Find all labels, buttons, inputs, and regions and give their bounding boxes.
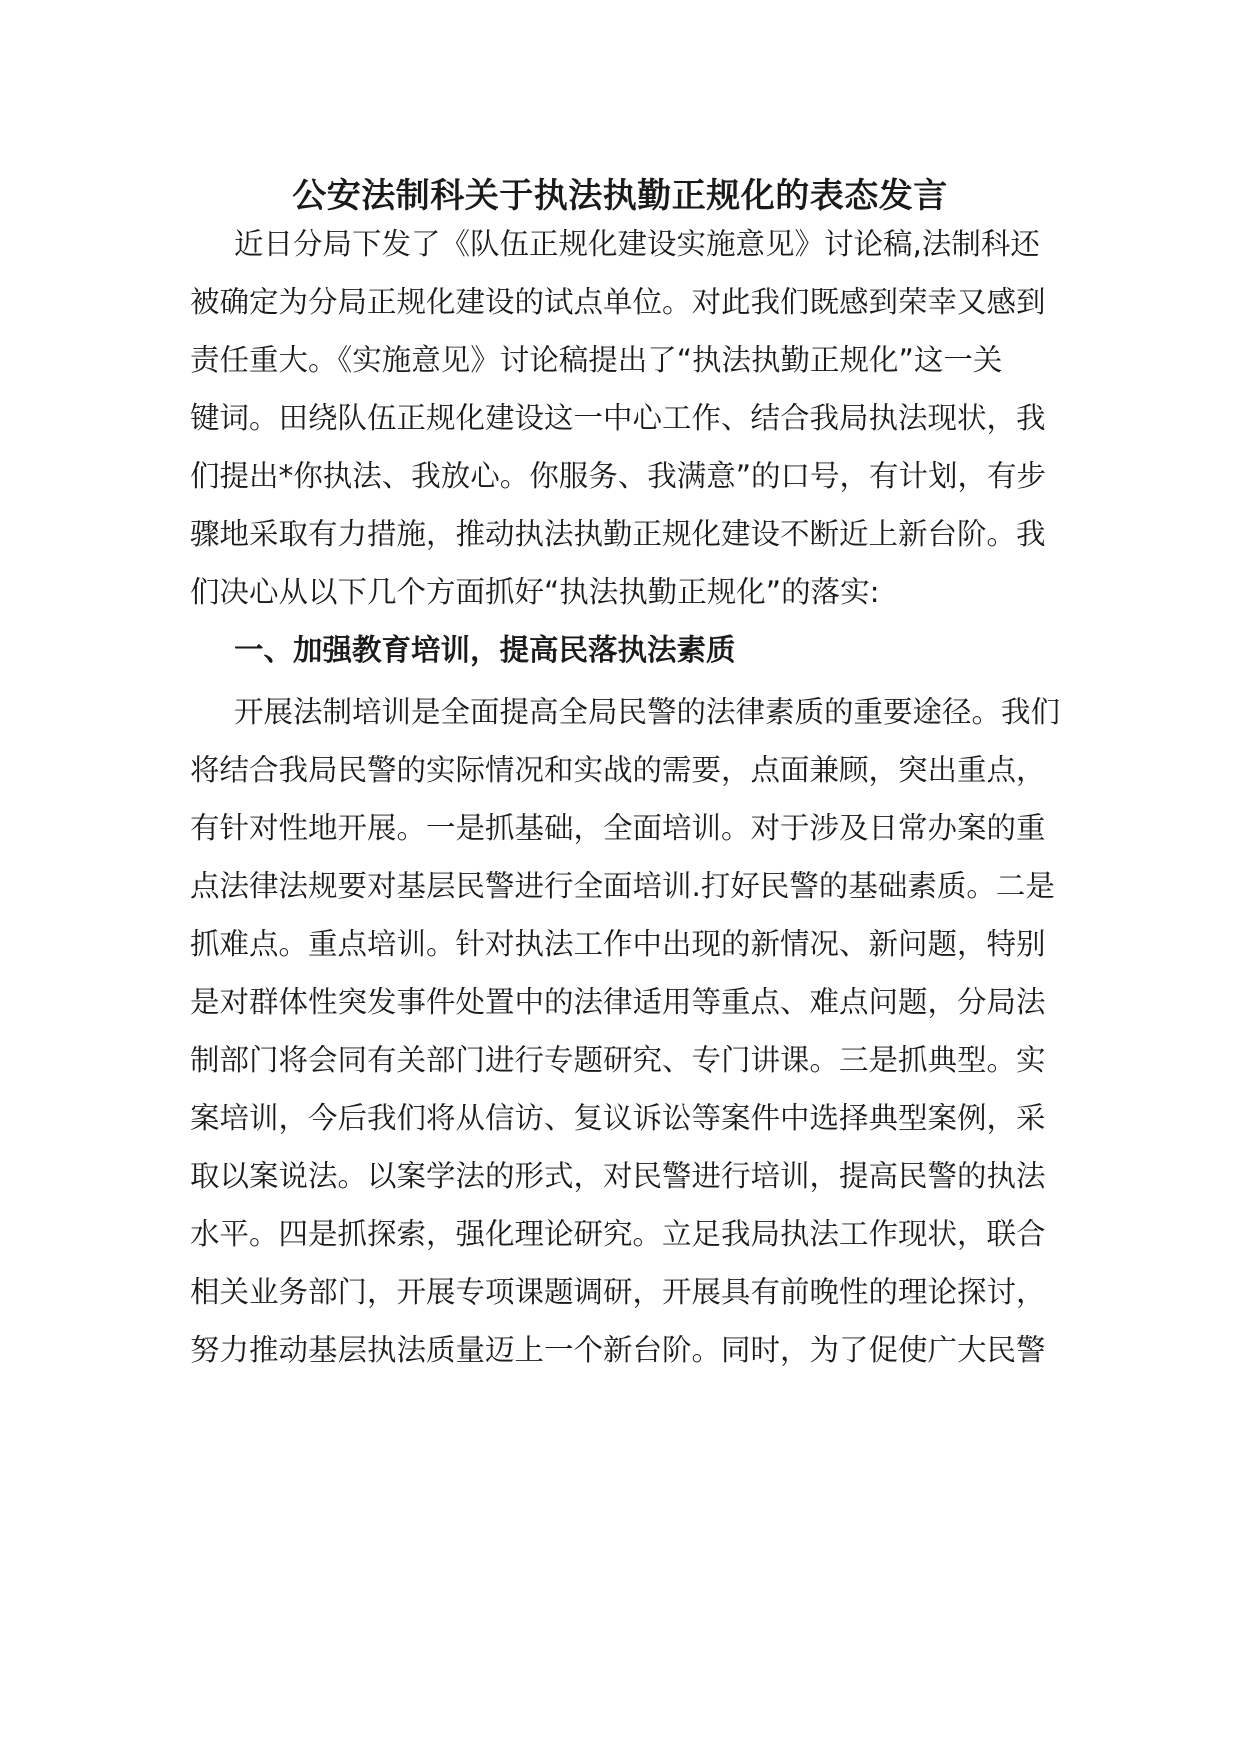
paragraph-line: 点法律法规要对基层民警进行全面培训.打好民警的基础素质。二是 [190,869,1055,903]
section-heading: 一、加强教育培训，提高民落执法素质 [234,633,736,667]
paragraph-line: 将结合我局民警的实际情况和实战的需要，点面兼顾，突出重点， [190,753,1046,787]
paragraph-line: 键词。田绕队伍正规化建设这一中心工作、结合我局执法现状，我 [190,401,1046,435]
paragraph-line: 有针对性地开展。一是抓基础，全面培训。对于涉及日常办案的重 [190,811,1046,845]
paragraph-line: 责任重大。《实施意见》讨论稿提出了“执法执勤正规化”这一关 [190,343,1003,377]
paragraph-line: 被确定为分局正规化建设的试点单位。对此我们既感到荣幸又感到 [190,285,1046,319]
paragraph-line: 制部门将会同有关部门进行专题研究、专门讲课。三是抓典型。实 [190,1043,1046,1077]
paragraph-line: 近日分局下发了《队伍正规化建设实施意见》讨论稿,法制科还 [234,227,1040,261]
paragraph-line: 相关业务部门，开展专项课题调研，开展具有前晚性的理论探讨， [190,1275,1046,1309]
document-title: 公安法制科关于执法执勤正规化的表态发言 [292,176,948,216]
paragraph-line: 开展法制培训是全面提高全局民警的法律素质的重要途径。我们 [234,695,1061,729]
paragraph-line: 水平。四是抓探索，强化理论研究。立足我局执法工作现状，联合 [190,1217,1046,1251]
paragraph-line: 抓难点。重点培训。针对执法工作中出现的新情况、新问题，特别 [190,927,1046,961]
paragraph-line: 是对群体性突发事件处置中的法律适用等重点、难点问题，分局法 [190,985,1046,1019]
paragraph-line: 们提出*你执法、我放心。你服务、我满意”的口号，有计划，有步 [190,459,1047,493]
paragraph-line: 取以案说法。以案学法的形式，对民警进行培训，提高民警的执法 [190,1159,1046,1193]
paragraph-line: 们决心从以下几个方面抓好“执法执勤正规化”的落实: [190,575,880,609]
paragraph-line: 努力推动基层执法质量迈上一个新台阶。同时，为了促使广大民警 [190,1333,1046,1367]
paragraph-line: 骤地采取有力措施，推动执法执勤正规化建设不断近上新台阶。我 [190,517,1046,551]
paragraph-line: 案培训，今后我们将从信访、复议诉讼等案件中选择典型案例，采 [190,1101,1046,1135]
